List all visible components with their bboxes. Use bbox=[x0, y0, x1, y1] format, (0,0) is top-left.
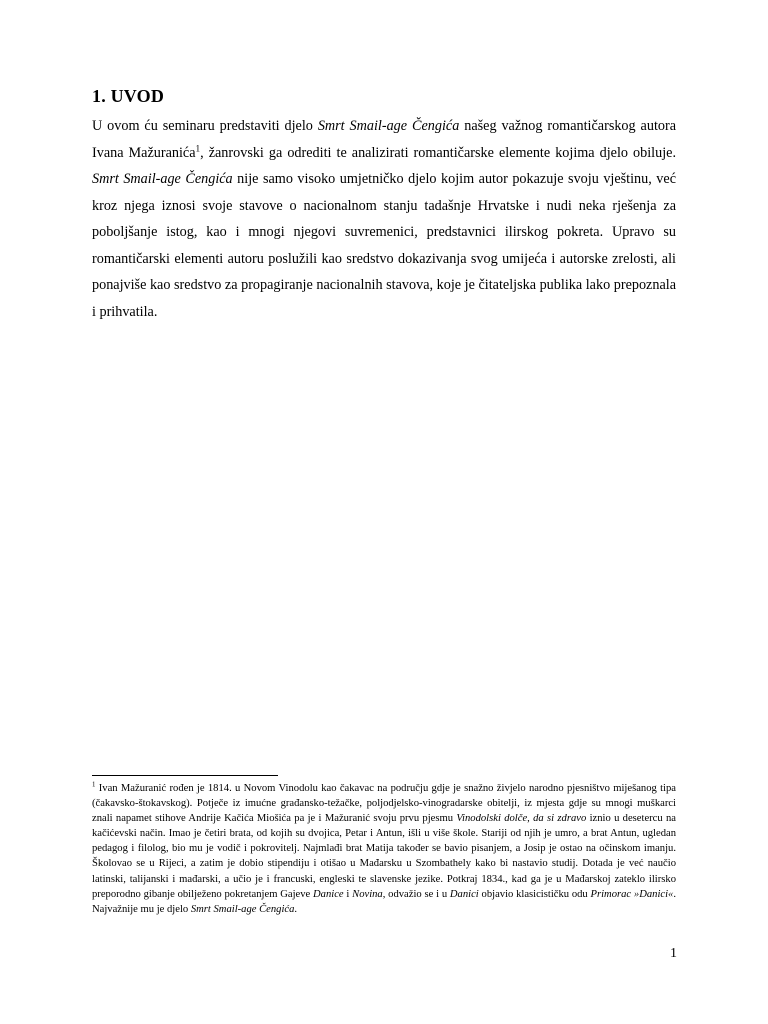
publication-title: Novina bbox=[352, 888, 383, 900]
poem-title: Vinodolski dolče, da si zdravo bbox=[456, 813, 587, 825]
page-number: 1 bbox=[670, 946, 677, 961]
footnote-text-segment: . bbox=[294, 903, 298, 915]
footnote-text-segment: iznio u desetercu na kačićevski način. Imao je četiri brata, od kojih su dvojica, Petar i Antun, išli u više škole. Stariji od njih je umro, a brat Antun, ugledan pedagog i filolog, bio mu je vodič i pokrovitelj. Najmlađi brat Matija također se bavio pisanjem, a Josip je ostao na očinskom imanju. Školovao se u Rijeci, a zatim je dobio stipendiju i otišao u Mađarsku u Szombathely kako bi nastavio studij. Dotada je već naučio latinski, talijanski i mađarski, a učio je i francuski, engleski te slavenske jezike. Potkraj 1834., kad ga je u Mađarskoj zateklo ilirsko preporodno gibanje obilježeno pokretanjem Gajeve bbox=[92, 813, 676, 900]
body-text-segment: našeg važnog romantičarskog autora Ivana Mažuranića bbox=[92, 118, 676, 161]
footnote-marker: 1 bbox=[92, 781, 96, 789]
footnote-text-segment: , odvažio se i u bbox=[382, 888, 450, 900]
publication-title: Danice bbox=[313, 888, 344, 900]
ode-title: Primorac »Danici« bbox=[590, 888, 674, 900]
footnote-text-segment: i bbox=[343, 888, 353, 900]
footnote-reference[interactable]: 1 bbox=[195, 142, 201, 153]
section-heading: 1. UVOD bbox=[92, 86, 165, 106]
publication-title: Danici bbox=[449, 888, 479, 900]
footnote-text-segment: . Najvažnije mu je djelo bbox=[92, 888, 676, 915]
work-title: Smrt Smail-age Čengića bbox=[92, 171, 233, 187]
body-text-segment: nije samo visoko umjetničko djelo kojim autor pokazuje svoju vještinu, već kroz njega iznosi svoje stavove o nacionalnom stanju tadašnje Hrvatske i nudi neka rješenja za poboljšanje istog, kao i mnogi njegovi suvremenici, predstavnici ilirskog pokreta. Upravo su romantičarski elementi autoru poslužili kao sredstvo dokazivanja svog umijeća i autorske zrelosti, ali ponajviše kao sredstvo za propagiranje nacionalnih stavova, koje je čitateljska publika lako prepoznala i prihvatila. bbox=[92, 171, 676, 320]
footnote bbox=[92, 781, 676, 917]
work-title: Smrt Smail-age Čengića bbox=[190, 903, 295, 915]
work-title: Smrt Smail-age Čengića bbox=[317, 118, 460, 134]
body-paragraph bbox=[92, 113, 676, 325]
footnote-text-segment: objavio klasicističku odu bbox=[478, 888, 591, 900]
body-text-segment: , žanrovski ga odrediti te analizirati romantičarske elemente kojima djelo obiluje. bbox=[200, 144, 676, 161]
footnote-text-segment: Ivan Mažuranić rođen je 1814. u Novom Vinodolu kao čakavac na području gdje je snažno živjelo narodno pjesništvo miješanog tipa (čakavsko-štokavskog). Potječe iz imućne građansko-težačke, poljodjelsko-vinogradarske obitelji, iz mjesta gdje su mnogi muškarci znali napamet stihove Andrije Kačića Miošića pa je i Mažuranić svoju prvu pjesmu bbox=[92, 783, 676, 825]
footnote-separator bbox=[92, 775, 278, 776]
body-text-segment: U ovom ću seminaru predstaviti djelo bbox=[92, 118, 318, 134]
